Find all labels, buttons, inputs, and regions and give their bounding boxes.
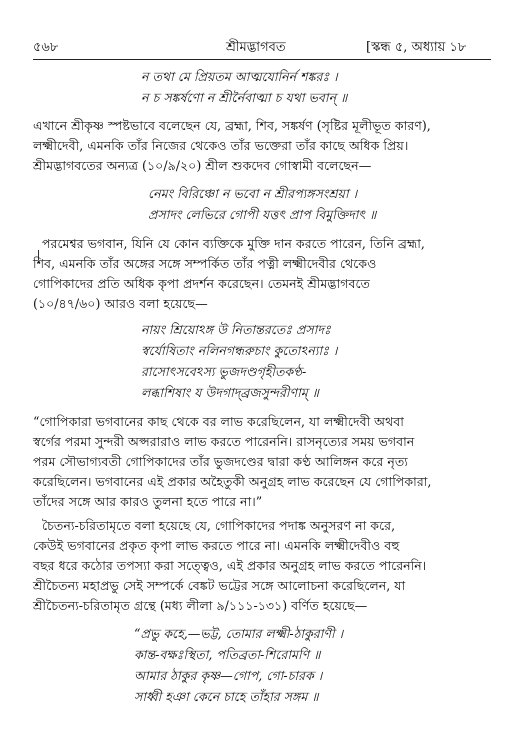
verse-line: নেমং বিরিঞ্চো ন ভবো ন শ্রীরপ্যঙ্গসংশ্রয়া ।: [148, 186, 358, 201]
paragraph-line: শ্রীমদ্ভাগবতের অন্যত্র (১০/৯/২০) শ্রীল শুকদেব গোস্বামী বলেছেন—: [33, 158, 372, 173]
paragraph-line: লক্ষ্মীদেবী, এমনকি তাঁর নিজের থেকেও তাঁর ভক্তেরা তাঁর কাছে অধিক প্রিয়।: [33, 138, 409, 153]
chapter-reference: [স্কন্ধ ৫, অধ্যায় ১৮: [366, 40, 467, 55]
verse-line: কান্ত-বক্ষঃস্থিতা, পতিব্রতা-শিরোমণি ॥: [134, 647, 321, 662]
paragraph-line: পরম সৌভাগ্যবতী গোপিকাদের তাঁর ভুজদণ্ডের দ্বারা কণ্ঠ আলিঙ্গন করে নৃত্য: [33, 454, 408, 469]
paragraph-line: শ্রীচৈতন্য-চরিতামৃত গ্রন্থে (মধ্য লীলা ৯/১১১-১৩১) বর্ণিত হয়েছে—: [33, 598, 368, 613]
page-number: ৫৬৮: [33, 40, 59, 55]
paragraph-line: চৈতন্য-চরিতামৃতে বলা হয়েছে যে, গোপিকাদের পদাঙ্ক অনুসরণ না করে,: [42, 518, 396, 533]
paragraph-line: স্বর্গের পরমা সুন্দরী অপ্সরারাও লাভ করতে পারেননি। রাসনৃত্যের সময় ভগবান: [33, 434, 415, 449]
paragraph-line: এখানে শ্রীকৃষ্ণ স্পষ্টভাবে বলেছেন যে, ব্রহ্মা, শিব, সঙ্কর্ষণ (সৃষ্টির মূলীভূত কারণ),: [33, 118, 431, 133]
verse-line: নায়ং শ্রিয়োঽঙ্গ উ নিতান্তরতেঃ প্রসাদঃ: [141, 322, 331, 337]
paragraph-line: করেছিলেন। ভগবানের এই প্রকার অহৈতুকী অনুগ্রহ লাভ করেছেন যে গোপিকারা,: [33, 474, 432, 489]
paragraph-line: শ্রীচৈতন্য মহাপ্রভু সেই সম্পর্কে বেঙ্কট ভট্টের সঙ্গে আলোচনা করেছিলেন, যা: [33, 578, 406, 593]
running-title: শ্রীমদ্ভাগবত: [226, 40, 286, 55]
verse-line: ন তথা মে প্রিয়তম আত্মযোনির্ন শঙ্করঃ ।: [141, 69, 338, 84]
header-rule: [33, 59, 491, 60]
verse-line: আমার ঠাকুর কৃষ্ণ—গোপ, গো-চারক ।: [134, 668, 323, 683]
paragraph-line: বছর ধরে কঠোর তপস্যা করা সত্ত্বেও, এই প্রকার অনুগ্রহ লাভ করতে পারেননি।: [33, 558, 427, 573]
verse-line: ন চ সঙ্কর্ষণো ন শ্রীর্নৈবাত্মা চ যথা ভবান্ ॥: [141, 90, 348, 105]
paragraph-line: (১০/৪৭/৬০) আরও বলা হয়েছে—: [33, 296, 208, 311]
verse-line: সাধ্বী হঞা কেনে চাহে তাঁহার সঙ্গম ॥: [134, 689, 319, 704]
paragraph-line: কেউই ভগবানের প্রকৃত কৃপা লাভ করতে পারে না। এমনকি লক্ষ্মীদেবীও বহু: [33, 538, 400, 553]
paragraph-line: “গোপিকারা ভগবানের কাছ থেকে বর লাভ করেছিলেন, যা লক্ষ্মীদেবী অথবা: [33, 414, 404, 429]
verse-line: রাসোৎসবেঽস্য ভুজদণ্ডগৃহীতকণ্ঠ-: [141, 364, 307, 379]
paragraph-line: তাঁদের সঙ্গে আর কারও তুলনা হতে পারে না।”: [33, 494, 263, 509]
verse-line: প্রসাদং লেভিরে গোপী যত্তৎ প্রাপ বিমুক্তিদাৎ ॥: [148, 207, 377, 222]
paragraph-line: গোপিকাদের প্রতি অধিক কৃপা প্রদর্শন করেছেন। তেমনই শ্রীমদ্ভাগবতে: [33, 276, 371, 291]
verse-line: লব্ধাশিষাং য উদগাদ্‌ব্রজসুন্দরীণাম্ ॥: [141, 385, 319, 400]
verse-line: স্বর্যোষিতাং নলিনগন্ধরুচাং কুতোঽন্যাঃ ।: [141, 343, 338, 358]
paragraph-line: পরমেশ্বর ভগবান, যিনি যে কোন ব্যক্তিকে মুক্তি দান করতে পারেন, তিনি ব্রহ্মা,: [42, 236, 425, 251]
paragraph-line: শিব, এমনকি তাঁর অঙ্গের সঙ্গে সম্পর্কিত তাঁর পত্নী লক্ষ্মীদেবীর থেকেও: [33, 256, 377, 271]
verse-line: “প্রভু কহে,—ভট্ট, তোমার লক্ষ্মী-ঠাকুরাণী ।: [134, 626, 344, 641]
